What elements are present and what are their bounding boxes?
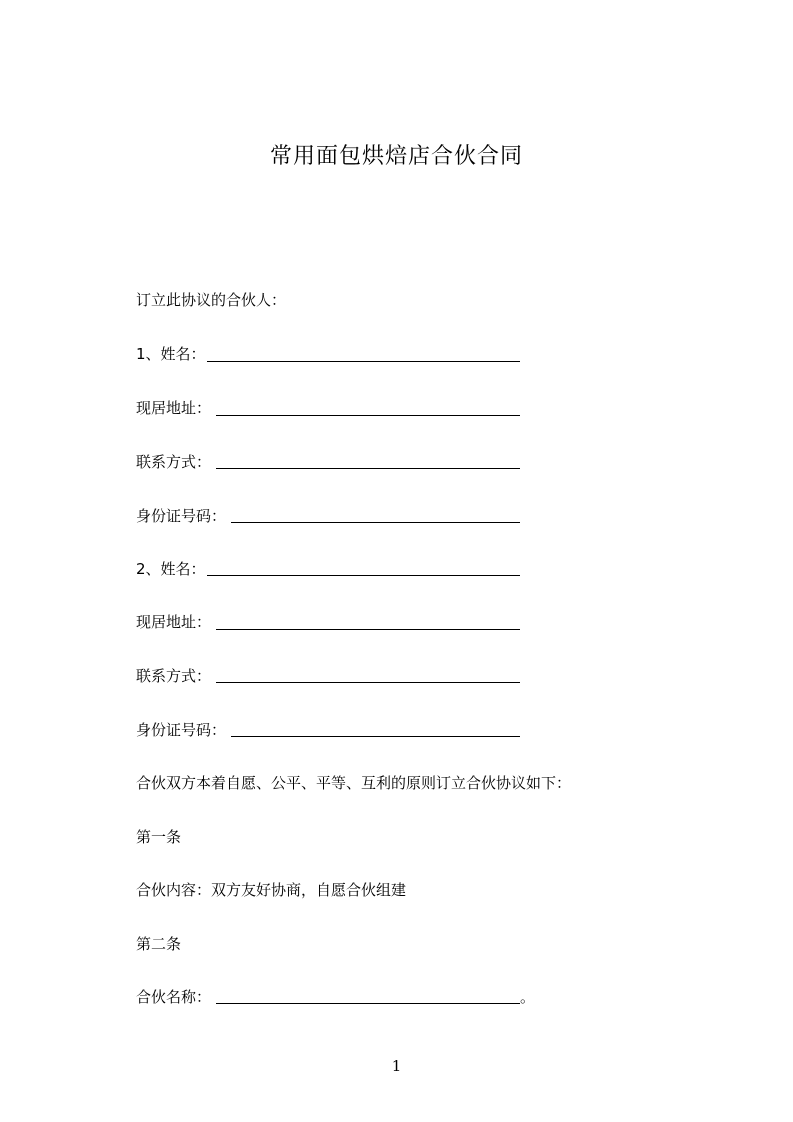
article2-name-field[interactable]: [216, 1003, 520, 1004]
partner1-contact-field[interactable]: [216, 468, 520, 469]
partner1-address-field[interactable]: [216, 415, 520, 416]
article1-text: 合伙内容：双方友好协商，自愿合伙组建: [136, 881, 407, 899]
partner2-id-field[interactable]: [231, 736, 520, 737]
principle-text: 合伙双方本着自愿、公平、平等、互利的原则订立合伙协议如下：: [136, 774, 572, 792]
partner1-name-label: 1、姓名：: [136, 345, 206, 363]
page-number: 1: [391, 1057, 402, 1075]
document-title: 常用面包烘焙店合伙合同: [269, 144, 523, 169]
partner1-id-field[interactable]: [231, 522, 520, 523]
partner1-contact-label: 联系方式：: [136, 453, 212, 471]
partner1-address-label: 现居地址：: [136, 399, 212, 417]
article2-name-label: 合伙名称：: [136, 988, 212, 1006]
partner1-id-label: 身份证号码：: [136, 507, 227, 525]
partner2-id-label: 身份证号码：: [136, 721, 227, 739]
partner2-contact-field[interactable]: [216, 682, 520, 683]
partner2-contact-label: 联系方式：: [136, 667, 212, 685]
article2-heading: 第二条: [136, 935, 182, 953]
article2-period: 。: [520, 988, 536, 1006]
partner2-name-label: 2、姓名：: [136, 560, 206, 578]
article1-heading: 第一条: [136, 828, 182, 846]
partner1-name-field[interactable]: [207, 361, 520, 362]
partner2-address-label: 现居地址：: [136, 613, 212, 631]
partner2-name-field[interactable]: [207, 575, 520, 576]
partner2-address-field[interactable]: [216, 629, 520, 630]
intro-text: 订立此协议的合伙人：: [136, 291, 287, 309]
